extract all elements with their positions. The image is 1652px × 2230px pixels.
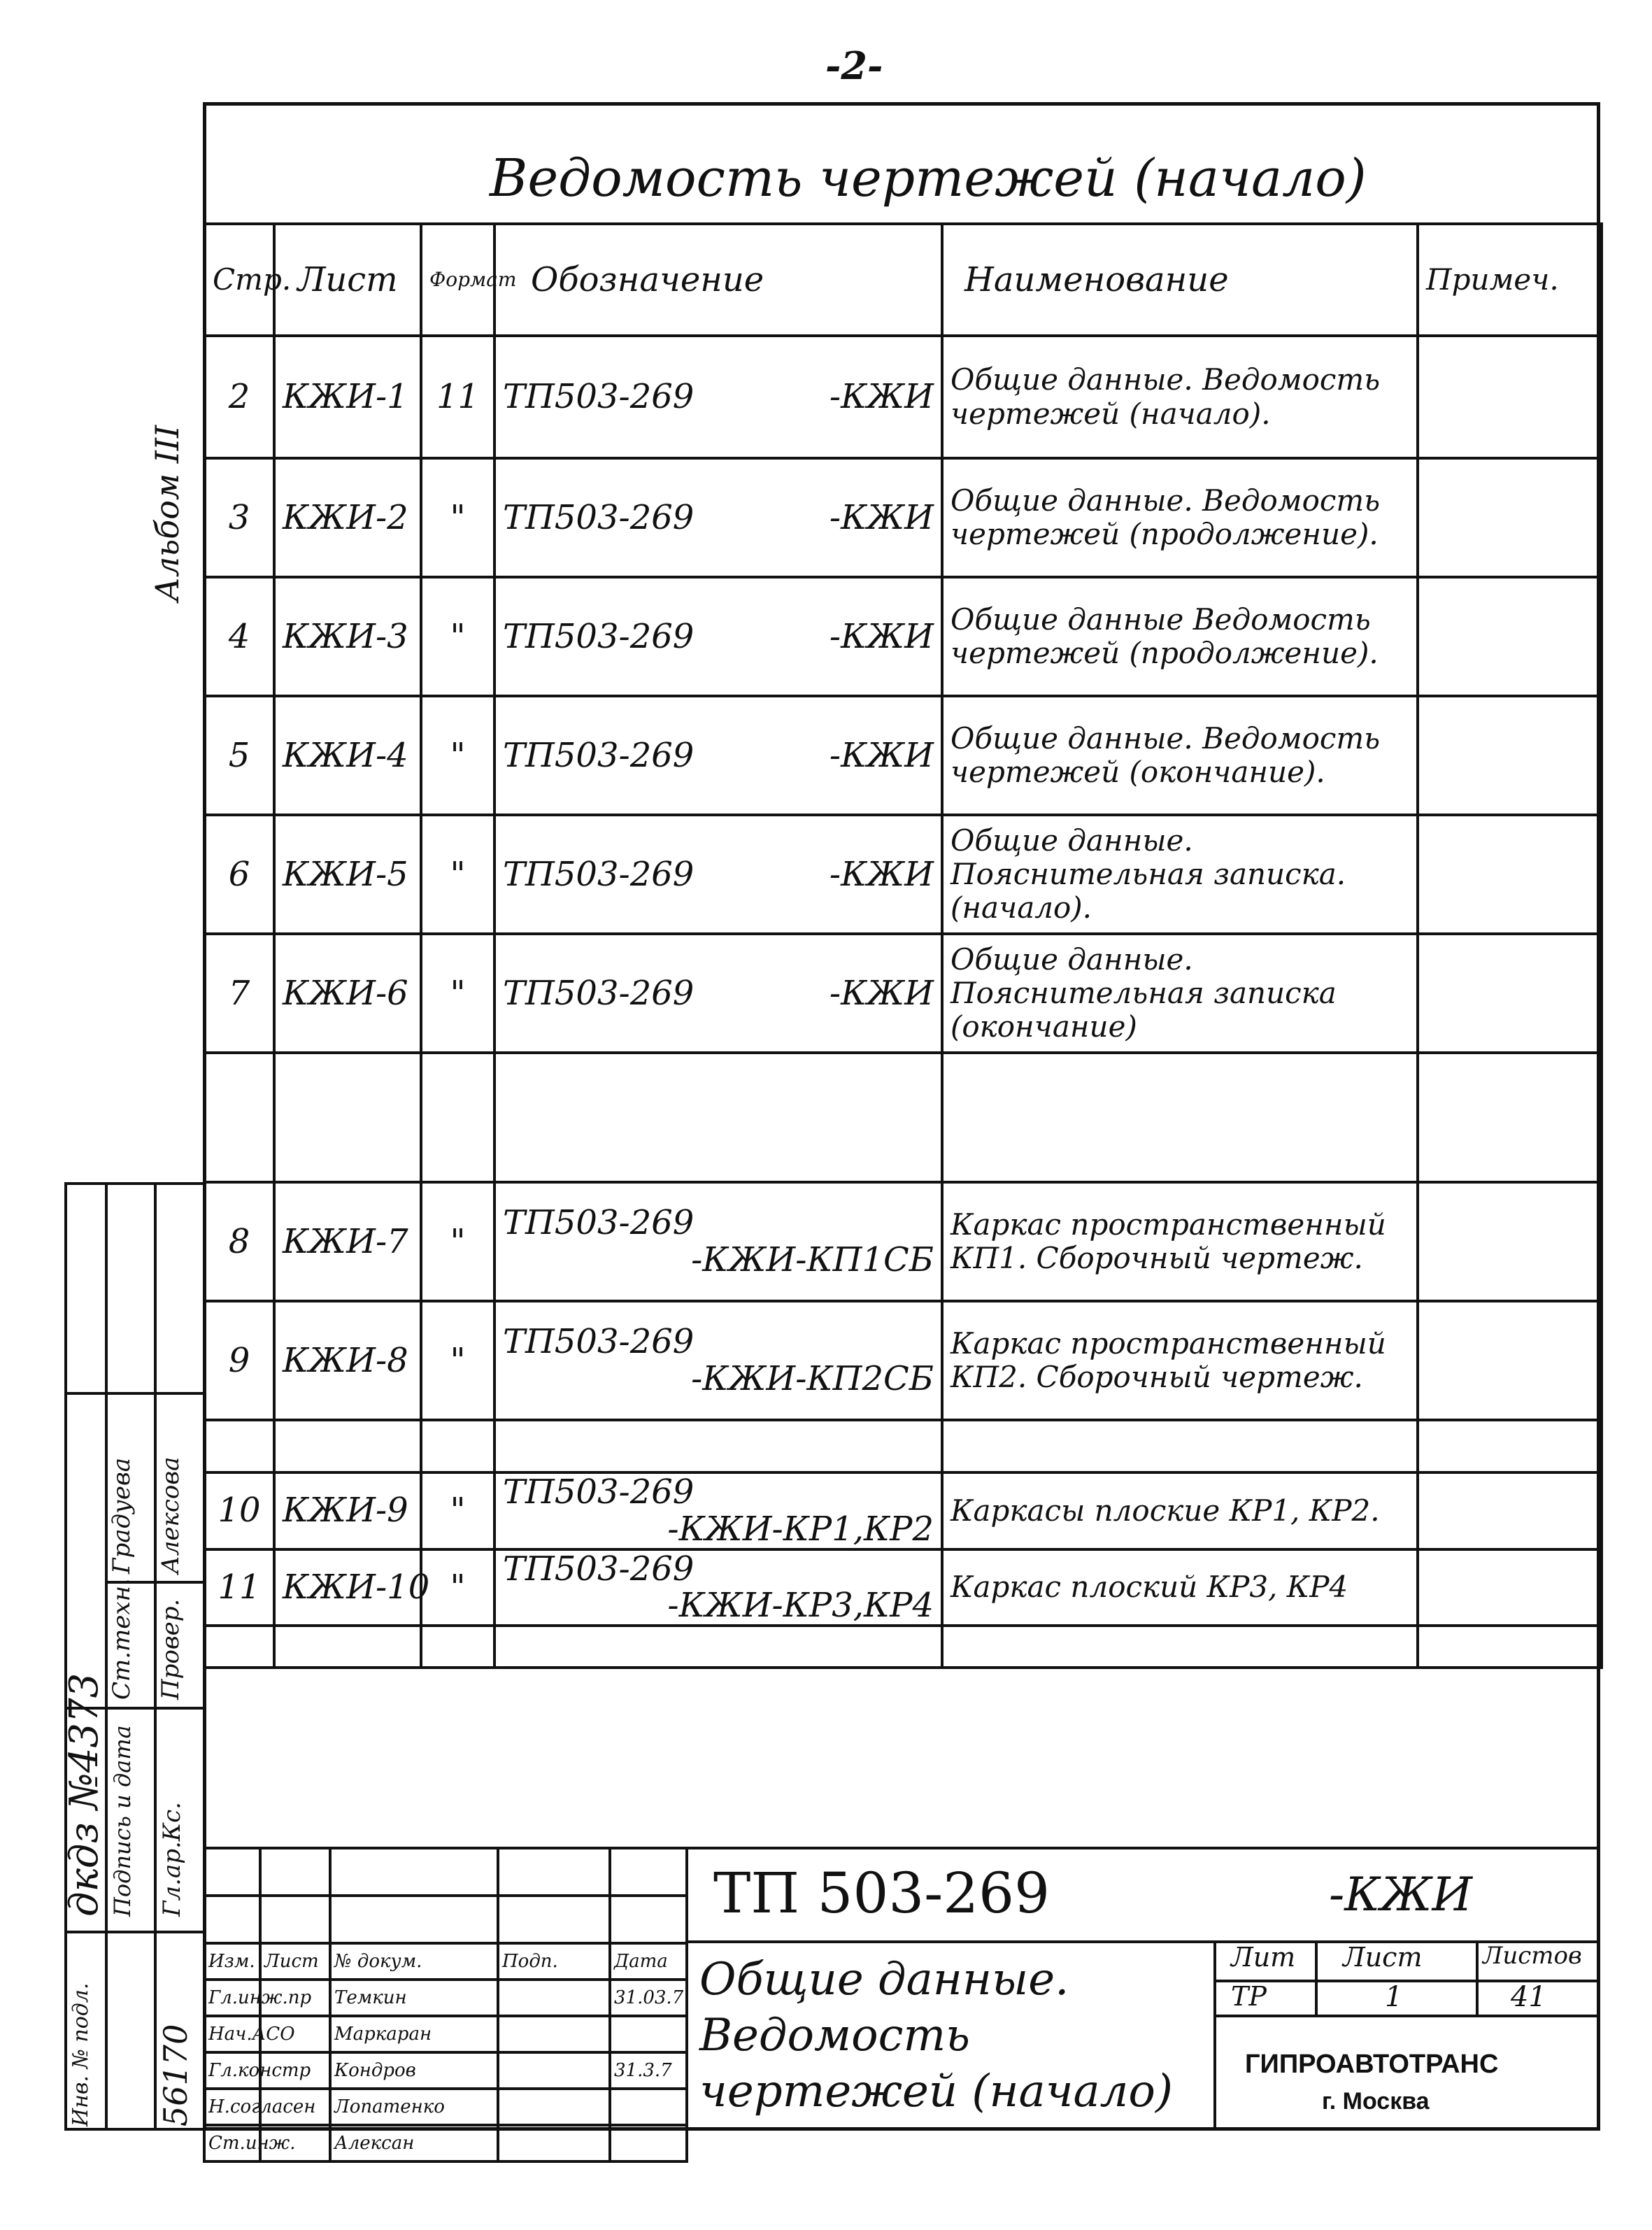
tb-role: Гл.инж.пр (204, 1980, 260, 2016)
row-code (494, 1420, 942, 1472)
tb-role: Нач.АСО (204, 2016, 260, 2052)
row-format: " (421, 1182, 494, 1301)
row-code-suffix: -КЖИ (829, 735, 934, 775)
row-note (1418, 1549, 1602, 1626)
tb-person-name: Алексан (330, 2125, 498, 2161)
tb-role: Гл.констр (204, 2052, 260, 2089)
tb-sheets-label: Листов (1483, 1942, 1582, 1970)
row-page: 5 (204, 696, 274, 815)
header-sheet: Лист (274, 224, 421, 336)
row-code-suffix: -КЖИ (829, 377, 934, 417)
row-sheet: КЖИ-10 (274, 1549, 421, 1626)
row-note (1418, 1053, 1602, 1182)
row-name: Общие данные. Ведомость чертежей (начало). (942, 336, 1418, 458)
row-page: 9 (204, 1301, 274, 1420)
tb-org-name: ГИПРОАВТОТРАНС (1245, 2050, 1499, 2079)
tb-role: Н.согласен (204, 2089, 260, 2125)
tb-date (610, 2089, 687, 2125)
row-name: Каркас плоский КР3, КР4 (942, 1549, 1418, 1626)
row-note (1418, 815, 1602, 934)
tb-date: 31.3.7 (610, 2052, 687, 2089)
row-format: " (421, 815, 494, 934)
title-block-left (203, 1847, 688, 2163)
row-page: 7 (204, 934, 274, 1053)
row-code (494, 1182, 942, 1301)
row-code-base: ТП503-269 (503, 1549, 695, 1589)
row-code (494, 458, 942, 577)
tb-date (610, 2016, 687, 2052)
header-name: Наименование (942, 224, 1418, 336)
row-code-base: ТП503-269 (503, 854, 695, 894)
tb-signature (498, 2125, 610, 2161)
tb-stage-label: Лит (1231, 1942, 1296, 1973)
row-code-base: ТП503-269 (503, 1203, 695, 1243)
title-block-person-row (204, 1980, 687, 2016)
row-format: 11 (421, 336, 494, 458)
tb-header-sign: Подп. (498, 1943, 610, 1980)
tb-signature (498, 1980, 610, 2016)
row-format (421, 1420, 494, 1472)
row-note (1418, 696, 1602, 815)
row-name: Общие данные. Пояснительная записка (окончание) (942, 934, 1418, 1053)
stamp-role1: Ст.техн. (108, 1578, 136, 1700)
row-sheet: КЖИ-4 (274, 696, 421, 815)
row-code-suffix: -КЖИ-КР3,КР4 (667, 1586, 934, 1626)
row-note (1418, 1420, 1602, 1472)
table-row (204, 1301, 1602, 1420)
row-note (1418, 1472, 1602, 1549)
tb-signature (498, 2089, 610, 2125)
table-row (204, 1182, 1602, 1301)
table-header-row (204, 224, 1602, 336)
tb-name: Общие данные. Ведомость чертежей (начало) (699, 1954, 1173, 2117)
stamp-inv-label: Инв. № подл. (69, 1982, 93, 2126)
row-code-base: ТП503-269 (503, 616, 695, 656)
row-code-suffix: -КЖИ-КР1,КР2 (667, 1509, 934, 1549)
tb-role: Ст.инж. (204, 2125, 260, 2161)
row-code (494, 1549, 942, 1626)
tb-stage-value: ТР (1231, 1981, 1267, 2012)
table-row (204, 1472, 1602, 1549)
row-sheet: КЖИ-7 (274, 1182, 421, 1301)
drawings-table (203, 222, 1603, 1669)
row-page: 3 (204, 458, 274, 577)
tb-header-rev: Изм. (204, 1943, 260, 1980)
row-sheet: КЖИ-3 (274, 577, 421, 696)
row-format (421, 1626, 494, 1668)
title-block-person-row (204, 2016, 687, 2052)
row-format: " (421, 1472, 494, 1549)
row-name: Каркас пространственный КП2. Сборочный чертеж. (942, 1301, 1418, 1420)
row-name: Каркас пространственный КП1. Сборочный чертеж. (942, 1182, 1418, 1301)
row-sheet: КЖИ-5 (274, 815, 421, 934)
header-page: Стр. (204, 224, 274, 336)
page-number: -2- (825, 43, 883, 88)
stamp-inv-number: 56170 (157, 2024, 194, 2126)
row-sheet: КЖИ-9 (274, 1472, 421, 1549)
album-label: Альбом III (148, 425, 186, 602)
row-sheet: КЖИ-6 (274, 934, 421, 1053)
row-code (494, 577, 942, 696)
table-row (204, 1053, 1602, 1182)
title-block-header-row (204, 1943, 687, 1980)
tb-person-name: Кондров (330, 2052, 498, 2089)
row-page (204, 1420, 274, 1472)
row-format: " (421, 696, 494, 815)
table-row (204, 1549, 1602, 1626)
row-code (494, 336, 942, 458)
row-page (204, 1626, 274, 1668)
tb-person-name: Лопатенко (330, 2089, 498, 2125)
row-code (494, 815, 942, 934)
header-format: Формат (421, 224, 494, 336)
stamp-name2: Алексова (157, 1456, 185, 1574)
stamp-role2: Провер. (157, 1598, 185, 1700)
row-name (942, 1626, 1418, 1668)
tb-date: 31.03.7 (610, 1980, 687, 2016)
row-note (1418, 1182, 1602, 1301)
row-sheet: КЖИ-1 (274, 336, 421, 458)
row-page: 11 (204, 1549, 274, 1626)
row-name (942, 1420, 1418, 1472)
row-code (494, 1626, 942, 1668)
header-note: Примеч. (1418, 224, 1602, 336)
row-sheet: КЖИ-8 (274, 1301, 421, 1420)
row-note (1418, 458, 1602, 577)
tb-person-name: Маркаран (330, 2016, 498, 2052)
tb-sheet-label: Лист (1343, 1942, 1423, 1973)
row-code-base: ТП503-269 (503, 377, 695, 417)
stamp-name1: Градуева (108, 1458, 136, 1574)
tb-org-city: г. Москва (1322, 2088, 1430, 2115)
tb-sheets-value: 41 (1511, 1981, 1546, 2013)
row-code-base: ТП503-269 (503, 1322, 695, 1362)
row-sheet: КЖИ-2 (274, 458, 421, 577)
table-row (204, 336, 1602, 458)
tb-sheet-value: 1 (1385, 1981, 1403, 2013)
stamp-sign-label: Подпись и дата (109, 1725, 136, 1917)
table-row (204, 1626, 1602, 1668)
row-note (1418, 1626, 1602, 1668)
row-note (1418, 934, 1602, 1053)
row-code (494, 696, 942, 815)
table-row (204, 815, 1602, 934)
row-format: " (421, 1301, 494, 1420)
table-row (204, 696, 1602, 815)
row-code-suffix: -КЖИ (829, 854, 934, 894)
tb-signature (498, 2052, 610, 2089)
row-code-base: ТП503-269 (503, 497, 695, 537)
row-format (421, 1053, 494, 1182)
row-code-base: ТП503-269 (503, 735, 695, 775)
row-sheet (274, 1420, 421, 1472)
row-page: 2 (204, 336, 274, 458)
row-code-base: ТП503-269 (503, 1472, 695, 1512)
row-code (494, 1472, 942, 1549)
row-page (204, 1053, 274, 1182)
row-code-suffix: -КЖИ-КП2СБ (691, 1359, 934, 1398)
row-note (1418, 577, 1602, 696)
tb-person-name: Темкин (330, 1980, 498, 2016)
sheet-title: Ведомость чертежей (начало) (490, 148, 1367, 208)
row-code-base: ТП503-269 (503, 973, 695, 1013)
row-name: Общие данные Ведомость чертежей (продолжение). (942, 577, 1418, 696)
tb-header-date: Дата (610, 1943, 687, 1980)
row-name: Общие данные. Пояснительная записка. (начало). (942, 815, 1418, 934)
tb-suffix: -КЖИ (1329, 1868, 1473, 1922)
header-code: Обозначение (494, 224, 942, 336)
row-page: 8 (204, 1182, 274, 1301)
row-note (1418, 336, 1602, 458)
tb-header-sheet: Лист (260, 1943, 330, 1980)
tb-code: ТП 503-269 (713, 1861, 1050, 1926)
title-block-person-row (204, 2125, 687, 2161)
row-code-suffix: -КЖИ (829, 616, 934, 656)
tb-signature (498, 2016, 610, 2052)
row-page: 10 (204, 1472, 274, 1549)
row-format: " (421, 458, 494, 577)
row-page: 4 (204, 577, 274, 696)
table-row (204, 934, 1602, 1053)
row-format: " (421, 1549, 494, 1626)
table-row (204, 458, 1602, 577)
row-format: " (421, 934, 494, 1053)
row-code-suffix: -КЖИ (829, 497, 934, 537)
row-code (494, 1053, 942, 1182)
row-page: 6 (204, 815, 274, 934)
row-code (494, 1301, 942, 1420)
title-block-person-row (204, 2089, 687, 2125)
table-row (204, 1420, 1602, 1472)
row-name: Каркасы плоские КР1, КР2. (942, 1472, 1418, 1549)
row-code-suffix: -КЖИ (829, 973, 934, 1013)
row-name: Общие данные. Ведомость чертежей (окончание). (942, 696, 1418, 815)
row-format: " (421, 577, 494, 696)
row-note (1418, 1301, 1602, 1420)
row-sheet (274, 1626, 421, 1668)
row-name (942, 1053, 1418, 1182)
stamp-sign-value: Гл.ар.Кс. (158, 1802, 186, 1917)
table-row (204, 577, 1602, 696)
tb-date (610, 2125, 687, 2161)
tb-header-doc: № докум. (330, 1943, 498, 1980)
stamp-order: дкдз №4373 (62, 1672, 107, 1917)
row-name: Общие данные. Ведомость чертежей (продолжение). (942, 458, 1418, 577)
row-code (494, 934, 942, 1053)
row-code-suffix: -КЖИ-КП1СБ (691, 1240, 934, 1279)
title-block-person-row (204, 2052, 687, 2089)
row-sheet (274, 1053, 421, 1182)
